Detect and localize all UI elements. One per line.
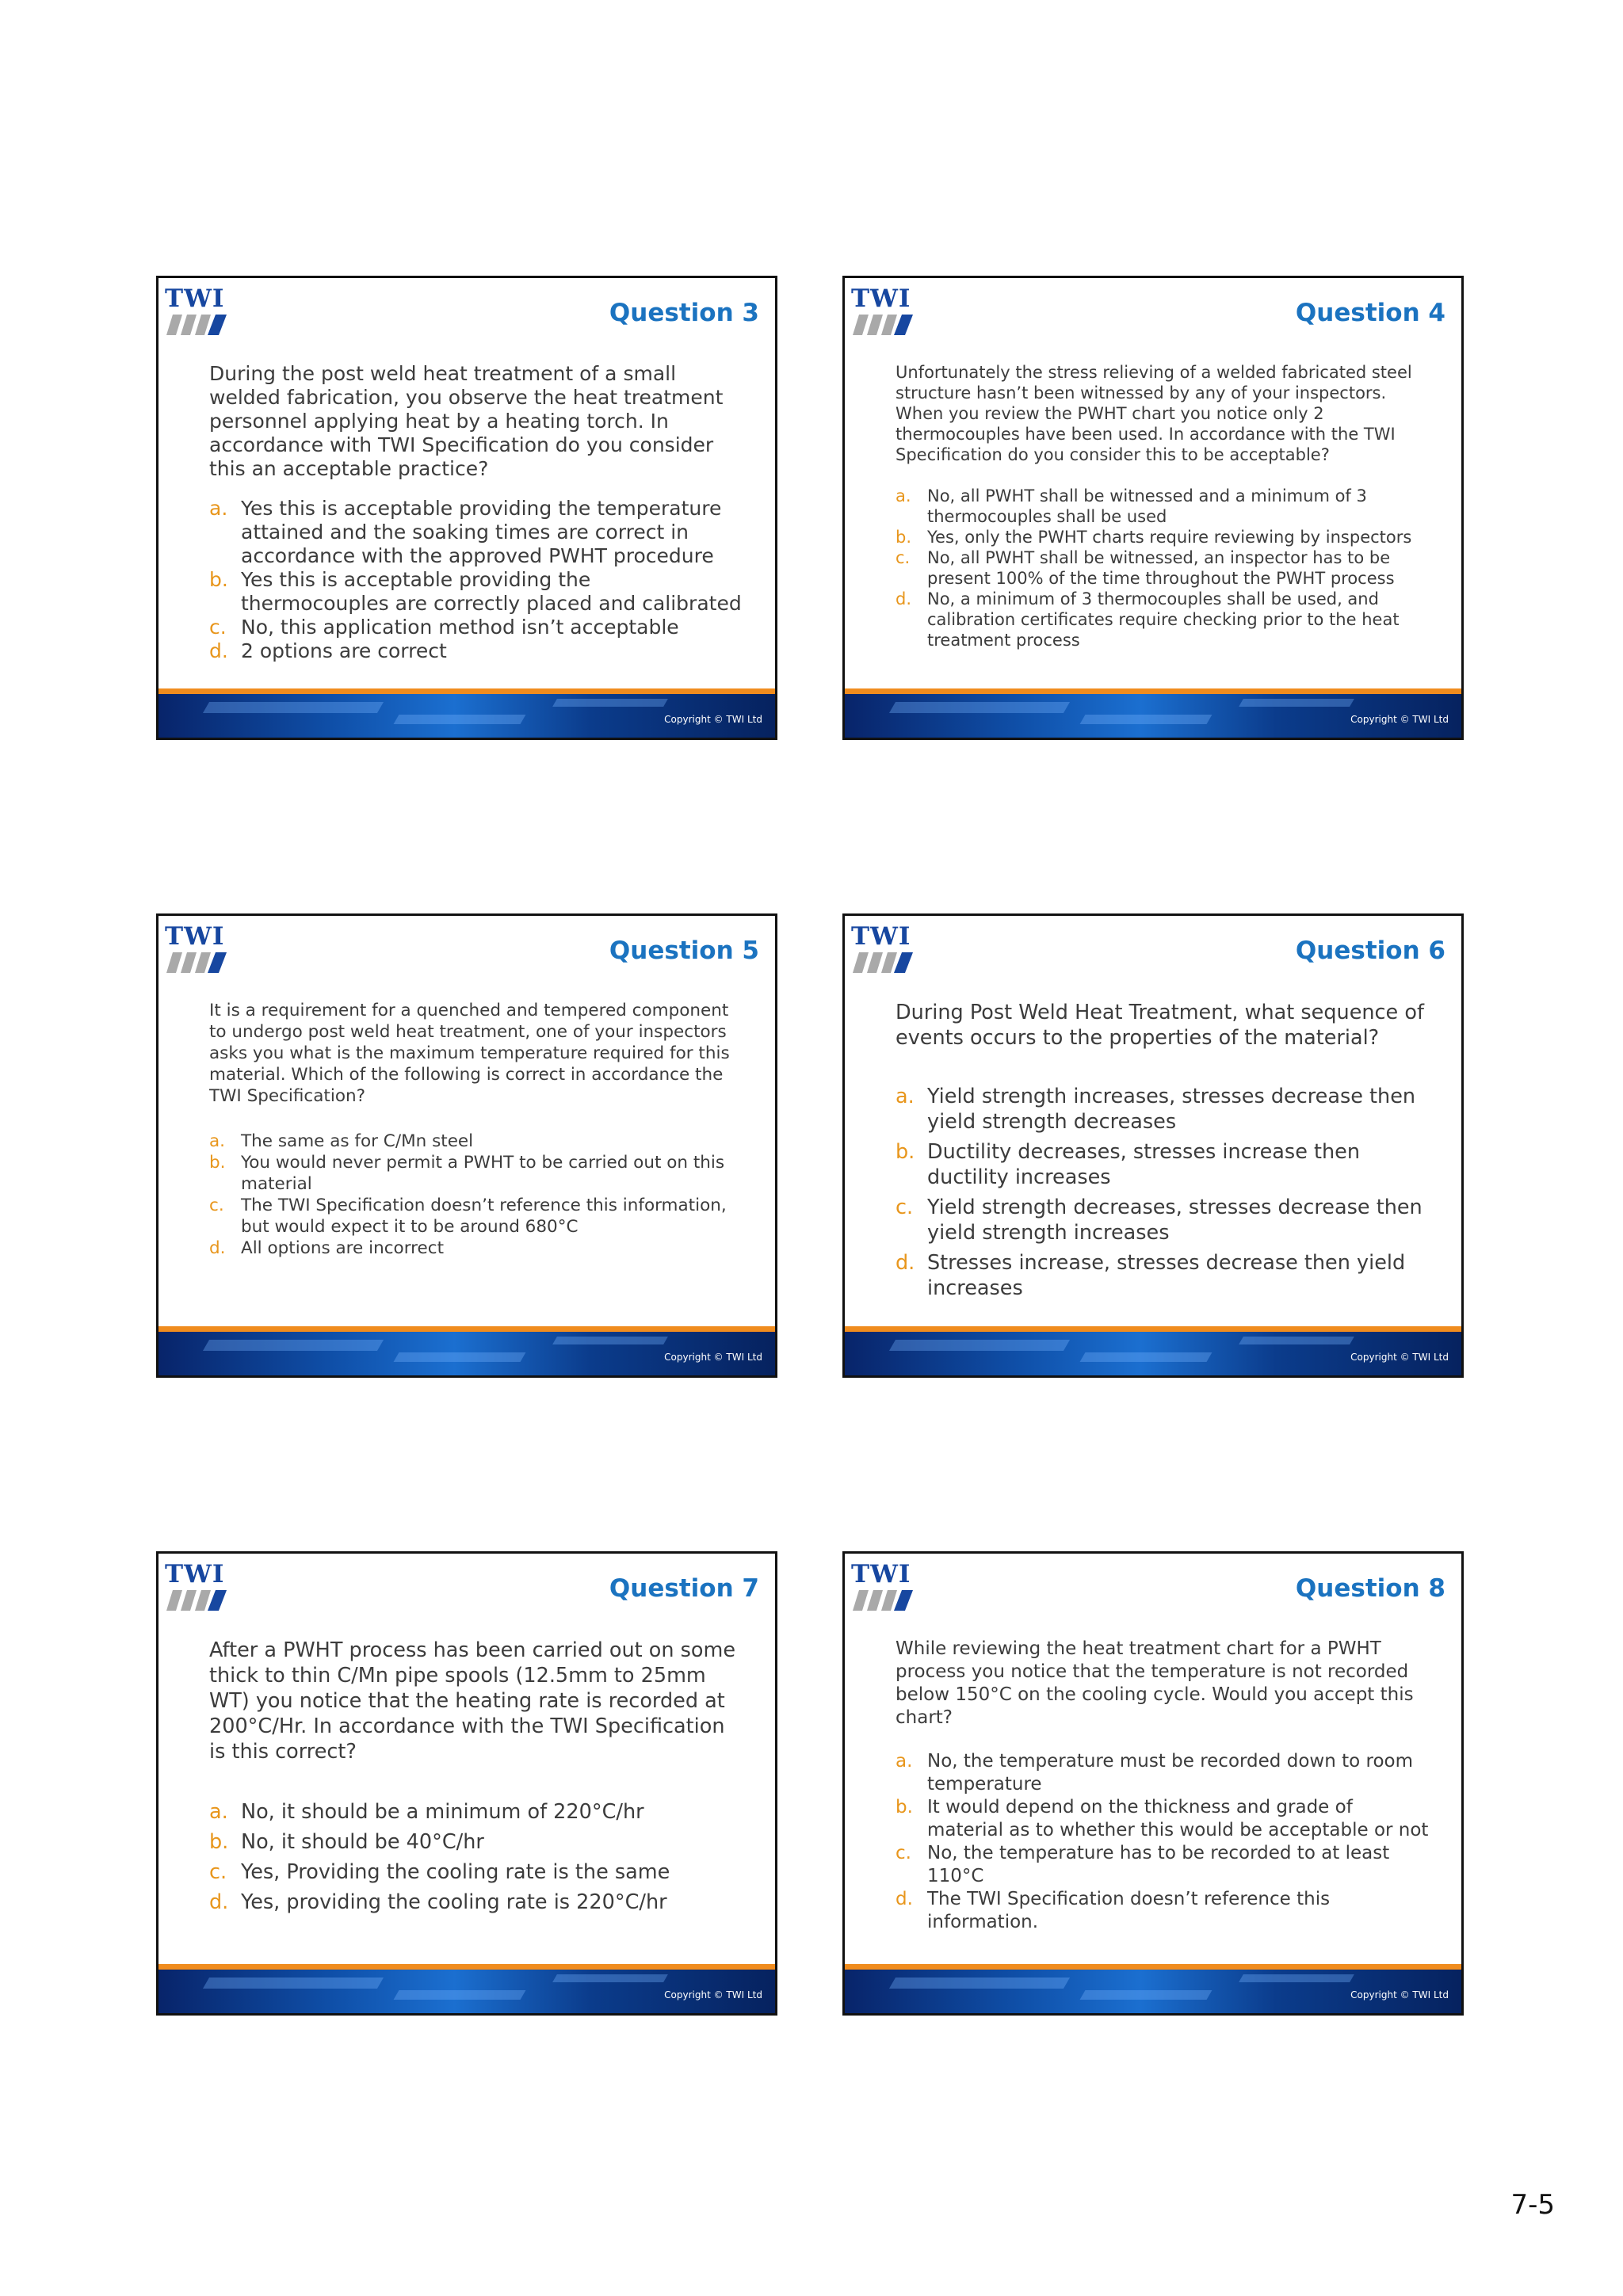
option-text: The same as for C/Mn steel — [241, 1131, 474, 1151]
footer-orange-line — [158, 1326, 775, 1332]
answer-options — [896, 486, 1430, 650]
option-letter: c. — [896, 1843, 911, 1863]
footer-band — [845, 694, 1461, 738]
answer-option — [896, 1750, 1430, 1796]
option-letter: b. — [209, 568, 228, 591]
option-text: No, all PWHT shall be witnessed and a minimum of 3 thermocouples shall be used — [927, 486, 1367, 526]
slide-footer — [158, 1964, 775, 2013]
answer-option — [209, 616, 743, 639]
footer-orange-line — [158, 1964, 775, 1970]
question-body — [209, 1638, 743, 1915]
twi-logo — [851, 286, 915, 335]
option-text: No, this application method isn’t acceptable — [241, 616, 679, 639]
answer-options — [209, 1799, 743, 1915]
footer-orange-line — [845, 688, 1461, 694]
option-text: No, a minimum of 3 thermocouples shall be used, and calibration certificates require checking prior to the heat treatment process — [927, 589, 1400, 650]
footer-orange-line — [845, 1326, 1461, 1332]
option-letter: b. — [896, 528, 912, 547]
option-letter: d. — [209, 639, 228, 662]
slide-question-7 — [156, 1551, 777, 2016]
logo-stripes-icon — [853, 952, 913, 973]
option-text: No, it should be 40°C/hr — [241, 1830, 484, 1854]
footer-orange-line — [158, 688, 775, 694]
slide-question-4 — [842, 276, 1464, 740]
option-letter: d. — [896, 589, 912, 608]
answer-options — [209, 1131, 743, 1259]
twi-logo — [165, 924, 228, 973]
option-text: Stresses increase, stresses decrease then yield increases — [927, 1251, 1406, 1300]
logo-text: TWI — [165, 922, 225, 951]
answer-option — [209, 639, 743, 663]
option-letter: d. — [209, 1238, 226, 1258]
option-text: All options are incorrect — [241, 1238, 444, 1258]
option-text: Ductility decreases, stresses increase then ductility increases — [927, 1140, 1361, 1189]
slide-footer — [158, 1326, 775, 1375]
logo-text: TWI — [851, 1560, 911, 1589]
option-letter: d. — [896, 1889, 913, 1909]
option-text: No, the temperature has to be recorded to at least 110°C — [927, 1843, 1390, 1886]
slide-footer — [845, 1964, 1461, 2013]
slide-question-6 — [842, 913, 1464, 1378]
copyright-text: Copyright © TWI Ltd — [1350, 1352, 1449, 1363]
option-letter: b. — [896, 1797, 913, 1817]
logo-stripes-icon — [853, 315, 913, 335]
option-text: Yes this is acceptable providing the thermocouples are correctly placed and calibrated — [241, 568, 742, 615]
option-text: Yes, only the PWHT charts require reviewing by inspectors — [927, 528, 1412, 547]
answer-option — [896, 486, 1430, 527]
answer-option — [209, 1195, 743, 1238]
footer-orange-line — [845, 1964, 1461, 1970]
answer-option — [209, 1238, 743, 1259]
option-letter: c. — [209, 616, 227, 639]
question-text: While reviewing the heat treatment chart for a PWHT process you notice that the temperature is not recorded below 150°C on the cooling cycle. Would you accept this chart? — [896, 1638, 1414, 1728]
answer-option — [209, 497, 743, 568]
option-letter: a. — [896, 486, 911, 505]
footer-band — [158, 694, 775, 738]
answer-option — [896, 1842, 1430, 1888]
twi-logo — [165, 1562, 228, 1611]
option-text: Yield strength increases, stresses decrease then yield strength decreases — [927, 1085, 1416, 1134]
question-body — [209, 1000, 743, 1259]
option-letter: a. — [896, 1085, 915, 1108]
option-text: The TWI Specification doesn’t reference this information. — [927, 1889, 1331, 1932]
answer-options — [896, 1084, 1430, 1301]
logo-text: TWI — [165, 284, 225, 313]
answer-option — [209, 1829, 743, 1855]
option-letter: b. — [209, 1153, 226, 1173]
logo-text: TWI — [851, 284, 911, 313]
option-letter: c. — [896, 1196, 914, 1219]
logo-stripes-icon — [166, 315, 227, 335]
slide-title: Question 3 — [609, 299, 759, 327]
footer-band — [845, 1970, 1461, 2013]
slide-title: Question 4 — [1295, 299, 1445, 327]
footer-band — [845, 1332, 1461, 1375]
question-text: It is a requirement for a quenched and tempered component to undergo post weld heat treatment, one of your inspectors asks you what is the maximum temperature required for this material. Which of the following is correct in accordance the TWI Specification? — [209, 1001, 730, 1106]
option-text: No, all PWHT shall be witnessed, an inspector has to be present 100% of the time throughout the PWHT process — [927, 548, 1395, 588]
copyright-text: Copyright © TWI Ltd — [664, 1352, 762, 1363]
slide-footer — [845, 1326, 1461, 1375]
option-text: It would depend on the thickness and grade of material as to whether this would be acceptable or not — [927, 1797, 1429, 1840]
option-text: Yes, Providing the cooling rate is the same — [241, 1860, 670, 1884]
question-body — [209, 362, 743, 663]
answer-option — [209, 1859, 743, 1885]
option-letter: c. — [896, 548, 911, 567]
question-text: After a PWHT process has been carried out on some thick to thin C/Mn pipe spools (12.5mm to 25mm WT) you notice that the heating rate is recorded at 200°C/Hr. In accordance with the TWI Specification is this correct? — [209, 1638, 736, 1764]
option-letter: c. — [209, 1860, 227, 1884]
slide-footer — [158, 688, 775, 738]
answer-option — [896, 527, 1430, 547]
logo-stripes-icon — [166, 1590, 227, 1611]
slide-question-8 — [842, 1551, 1464, 2016]
footer-band — [158, 1332, 775, 1375]
option-text: No, the temperature must be recorded down to room temperature — [927, 1751, 1413, 1794]
option-text: You would never permit a PWHT to be carried out on this material — [241, 1153, 725, 1194]
option-text: Yes this is acceptable providing the temperature attained and the soaking times are correct in accordance with the approved PWHT procedure — [241, 497, 722, 567]
option-letter: b. — [209, 1830, 229, 1854]
twi-logo — [165, 286, 228, 335]
option-letter: b. — [896, 1140, 915, 1164]
option-text: The TWI Specification doesn’t reference this information, but would expect it to be around 680°C — [241, 1196, 727, 1237]
option-text: Yes, providing the cooling rate is 220°C/hr — [241, 1890, 667, 1914]
slide-title: Question 5 — [609, 936, 759, 965]
copyright-text: Copyright © TWI Ltd — [664, 714, 762, 725]
slide-question-5 — [156, 913, 777, 1378]
option-letter: d. — [896, 1251, 915, 1275]
question-text: During Post Weld Heat Treatment, what sequence of events occurs to the properties of the material? — [896, 1001, 1424, 1050]
answer-option — [896, 547, 1430, 589]
option-letter: d. — [209, 1890, 229, 1914]
option-letter: a. — [209, 1131, 226, 1151]
option-letter: a. — [896, 1751, 913, 1772]
answer-option — [209, 1890, 743, 1915]
footer-band — [158, 1970, 775, 2013]
copyright-text: Copyright © TWI Ltd — [1350, 714, 1449, 725]
page-number: 7-5 — [1510, 2189, 1555, 2221]
slide-question-3 — [156, 276, 777, 740]
answer-option — [896, 1195, 1430, 1245]
logo-stripes-icon — [166, 952, 227, 973]
answer-option — [896, 1084, 1430, 1135]
copyright-text: Copyright © TWI Ltd — [664, 1989, 762, 2000]
answer-option — [896, 1888, 1430, 1934]
answer-options — [209, 497, 743, 663]
copyright-text: Copyright © TWI Ltd — [1350, 1989, 1449, 2000]
answer-option — [209, 1799, 743, 1825]
question-text: During the post weld heat treatment of a small welded fabrication, you observe the heat treatment personnel applying heat by a heating torch. In accordance with TWI Specification do you consider this an acceptable practice? — [209, 362, 724, 480]
question-text: Unfortunately the stress relieving of a welded fabricated steel structure hasn’t been witnessed by any of your inspectors. When you review the PWHT chart you notice only 2 thermocouples have been used. In accordance with the TWI Specification do you consider this to be acceptable? — [896, 363, 1412, 464]
answer-option — [209, 568, 743, 616]
answer-option — [896, 1250, 1430, 1301]
slide-title: Question 8 — [1295, 1574, 1445, 1603]
slide-title: Question 7 — [609, 1574, 759, 1603]
option-text: 2 options are correct — [241, 639, 447, 662]
logo-text: TWI — [165, 1560, 225, 1589]
twi-logo — [851, 924, 915, 973]
option-letter: a. — [209, 1800, 228, 1824]
option-letter: a. — [209, 497, 228, 520]
question-body — [896, 362, 1430, 650]
answer-option — [896, 589, 1430, 650]
question-body — [896, 1000, 1430, 1301]
option-letter: c. — [209, 1196, 224, 1215]
twi-logo — [851, 1562, 915, 1611]
answer-options — [896, 1750, 1430, 1934]
slide-title: Question 6 — [1295, 936, 1445, 965]
answer-option — [209, 1152, 743, 1195]
logo-stripes-icon — [853, 1590, 913, 1611]
slide-footer — [845, 688, 1461, 738]
answer-option — [209, 1131, 743, 1152]
question-body — [896, 1638, 1430, 1934]
option-text: Yield strength decreases, stresses decrease then yield strength increases — [927, 1196, 1423, 1245]
answer-option — [896, 1796, 1430, 1842]
answer-option — [896, 1139, 1430, 1190]
option-text: No, it should be a minimum of 220°C/hr — [241, 1800, 644, 1824]
logo-text: TWI — [851, 922, 911, 951]
